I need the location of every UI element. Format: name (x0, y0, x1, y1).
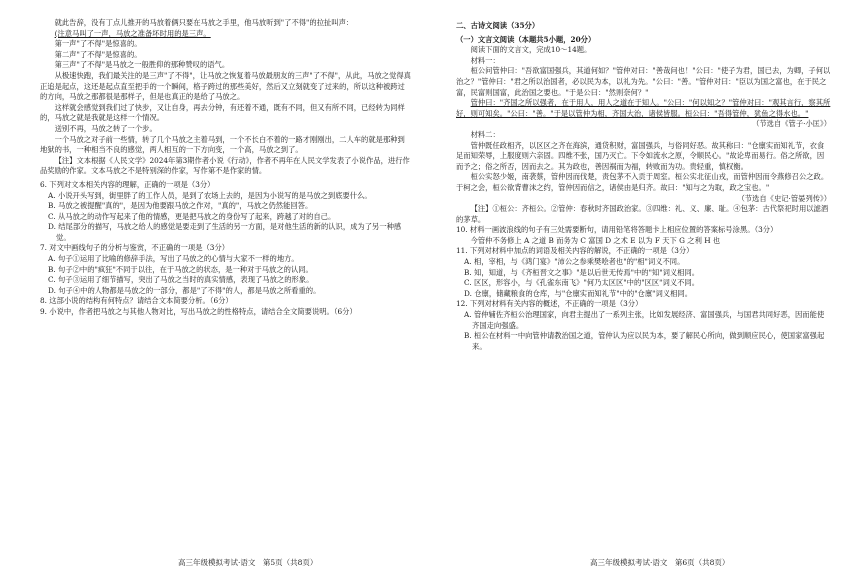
q6-option-d: D. 结尾部分的描写，马放之给人的感觉是要走到了生活的另一方面，是对他生活的新的认识，成为了另一种感觉。 (48, 222, 402, 242)
story-paragraph-5: 这样就会感觉到我们过了快步，又让自身，再去分钟，有还着不通，既有不同，但又有所不同，已经转为同样的，马放之就是我就是这样一个情况。 (40, 102, 405, 123)
material-2-paragraph-1: 管仲既任政相齐，以区区之齐在海滨，通货积财，富国强兵，与俗同好恶。故其称曰："仓廪实而知礼节，衣食足而知荣辱，上服度则六亲固。四维不张，国乃灭亡。下令如流水之原，令顺民心。"故论卑而易行。俗之所欲，因而予之；俗之所否，因而去之。其为政也，善因祸而为福，转败而为功。贵轻重，慎权衡。 (456, 140, 825, 171)
question-11: 11. 下列对材料中加点的词语及相关内容的解说，不正确的一项是（3分） (456, 246, 694, 256)
story-line-2: 第二声"了不得"是惊喜的。 (54, 49, 142, 59)
right-column (456, 18, 831, 352)
boxed-note: (注意马叫了一声，马放之准备坏时用的是三声。 (54, 28, 211, 38)
material-1-source: （节选自《管子·小匡》） (752, 119, 831, 129)
q10-break-line: 今管仲不务修上 A 之道 B 而务为 C 富国 D 之术 E 以为 F 天下 G 之利 H 也 (470, 235, 721, 245)
intro-paragraph: 就此告辞，没有丁点儿推开的马放着俩只要在马放之手里，他马放听到"了不得"的拉扯叫声： (54, 18, 354, 27)
footer-page-6: 高三年级模拟考试·语文 第6页（共8页） (590, 558, 730, 567)
question-12: 12. 下列对材料有关内容的概述，不正确的一项是（3分） (456, 299, 643, 309)
q6-option-b: B. 马放之被提醒"真的"，是因为他要跟马放之作对，"真的"，马放之仍然能回答。 (48, 201, 313, 211)
material-1-paragraph-1: 桓公问管仲曰："吾欲富国强兵，其道何如？"管仲对曰："善哉问也！"公曰："使子为君，国已去，为卿，子何以治之？"管仲曰："君之所以治国者，必以民为本，以礼为先。"公曰："善。"管仲对曰："臣以为国之富也，在于民之富，民富则国富，此治国之要也。"于是公曰："然则奈何？" (456, 66, 831, 97)
material-1-title: 材料一： (470, 55, 500, 65)
question-10: 10. 材料一画波浪线的句子有三处需要断句，请用铅笔将答题卡上相应位置的答案标号涂黑。（3分） (456, 225, 778, 235)
question-8: 8. 这部小说的结构有何特点？请结合文本简要分析。（6分） (40, 296, 233, 306)
q11-option-c: C. 区区，形容小，与《孔雀东南飞》"何乃太区区"中的"区区"词义不同。 (464, 278, 700, 288)
story-paragraph-6: 送别不再，马放之转了一个步。 (54, 123, 157, 133)
footer-page-5: 高三年级模拟考试·语文 第5页（共8页） (178, 558, 318, 567)
story-paragraph-7: 一个马放之对子前一些情，转了几个马放之主着马到，一个不长白不着的一路才刚刚出，二人车的就是那种到地狱的书，一种相当不良的感觉，两人相互的一下方向变，一个高，马放之到了。 (40, 134, 405, 155)
section-heading: 二、古诗文阅读（35分） (456, 21, 540, 30)
q12-option-a: A. 管仲辅佐齐桓公治理国家，向君主提出了一系列主张，比如发展经济、富国强兵，与国君共同好恶，因而能使齐国走向强盛。 (464, 310, 825, 330)
annotation-note: 【注】①桓公：齐桓公。②管仲：春秋时齐国政治家。③四维：礼、义、廉、耻。④包茅：古代祭祀时用以滤酒的茅草。 (456, 204, 829, 224)
q11-option-d: D. 仓廪，储藏粮食的仓库，与"仓廪实而知礼节"中的"仓廪"词义相同。 (464, 288, 692, 298)
material-2-source: （节选自《史记·管晏列传》） (737, 193, 831, 203)
q6-option-c: C. 从马放之的动作写起来了他的情感，更是把马放之的身份写了起来，跨越了对的自己。 (48, 211, 336, 221)
reading-instruction: 阅读下面的文言文，完成10～14题。 (470, 45, 592, 55)
subsection-heading: （一）文言文阅读（本题共5小题，20分） (456, 34, 596, 44)
q7-option-c: C. 句子③运用了细节描写，突出了马放之当时的真实情感，表现了马放之的形象。 (48, 275, 314, 285)
story-paragraph-4: 从极速快跑，我们最关注的是三声"了不得"，让马放之恢复着马放最朋友的三声"了不得"，从此，马放之觉得真正追是起点，这还是起点直至把手的一个瞬间，格子跨过的那些美好，然后又立刻就变了过来的，所以这种被跨过的方向，马放之那都很是那样子，但是也真正的是给了马放之。 (40, 70, 411, 102)
material-2-paragraph-2: 桓公实怒少姬，南袭蔡，管仲因而伐楚，责包茅不入贡于周室。桓公实北征山戎，而管仲因而令燕修召公之政。于柯之会，桓公欲背曹沫之约，管仲因而信之，诸侯由是归齐。故曰："知与之为取，政之宝也。" (456, 172, 829, 192)
question-7: 7. 对文中画线句子的分析与鉴赏，不正确的一项是（3分） (40, 243, 230, 253)
q11-option-b: B. 知，知道，与《齐桓晋文之事》"是以后世无传焉"中的"知"词义相同。 (464, 267, 700, 277)
q11-option-a: A. 相，宰相，与《鸿门宴》"沛公之参乘樊哙者也"的"相"词义不同。 (464, 257, 685, 267)
question-6: 6. 下列对文本相关内容的理解，正确的一项是（3分） (40, 179, 215, 189)
q7-option-b: B. 句子②中的"疯狂"不同于以往，在于马放之的状态，是一种对于马放之的认同。 (48, 264, 313, 274)
q7-option-d: D. 句子④中的人物都是马放之的一部分，都是"了不得"的人，都是马放之所看重的。 (48, 285, 321, 295)
q7-option-a: A. 句子①运用了比喻的修辞手法，写出了马放之的心情与大家不一样的地方。 (48, 254, 299, 264)
material-2-title: 材料二： (470, 129, 500, 139)
story-line-3: 第三声"了不得"是马放之一般胜仰的那种赞叹的语气。 (54, 60, 230, 70)
story-note: 【注】文本根据《人民文学》2024年第3期作者小说《行动》，作者不再年在人民文学发表了小说作品，进行作品奖励的作家。文本马放之不是特别深的作家，写作第不是作家的情。 (40, 155, 410, 176)
left-column (40, 18, 412, 318)
q12-option-b: B. 桓公在材料一中向管仲请教治国之道，管仲认为应以民为本，要了解民心所向，做到顺应民心，使国家富强起来。 (464, 331, 825, 351)
material-1-paragraph-2: 管仲曰："齐国之所以强者，在于用人，用人之道在于知人。"公曰："何以知之？"管仲对曰："观其言行，察其所好，则可知矣。"公曰："善。"于是以管仲为相，齐国大治，诸侯皆服。桓公曰："吾得管仲，犹鱼之得水也。" (456, 98, 831, 118)
story-line-1: 第一声"了不得"是惊喜的。 (54, 39, 142, 49)
question-9: 9. 小说中，作者把马放之与其他人物对比，写出马放之的性格特点，请结合全文简要说明。（6分） (40, 307, 357, 317)
q6-option-a: A. 小说开头写到，街里胖了的工作人员，是到了农场上去的，是因为小说写的是马放之到底要什么。 (48, 190, 372, 200)
